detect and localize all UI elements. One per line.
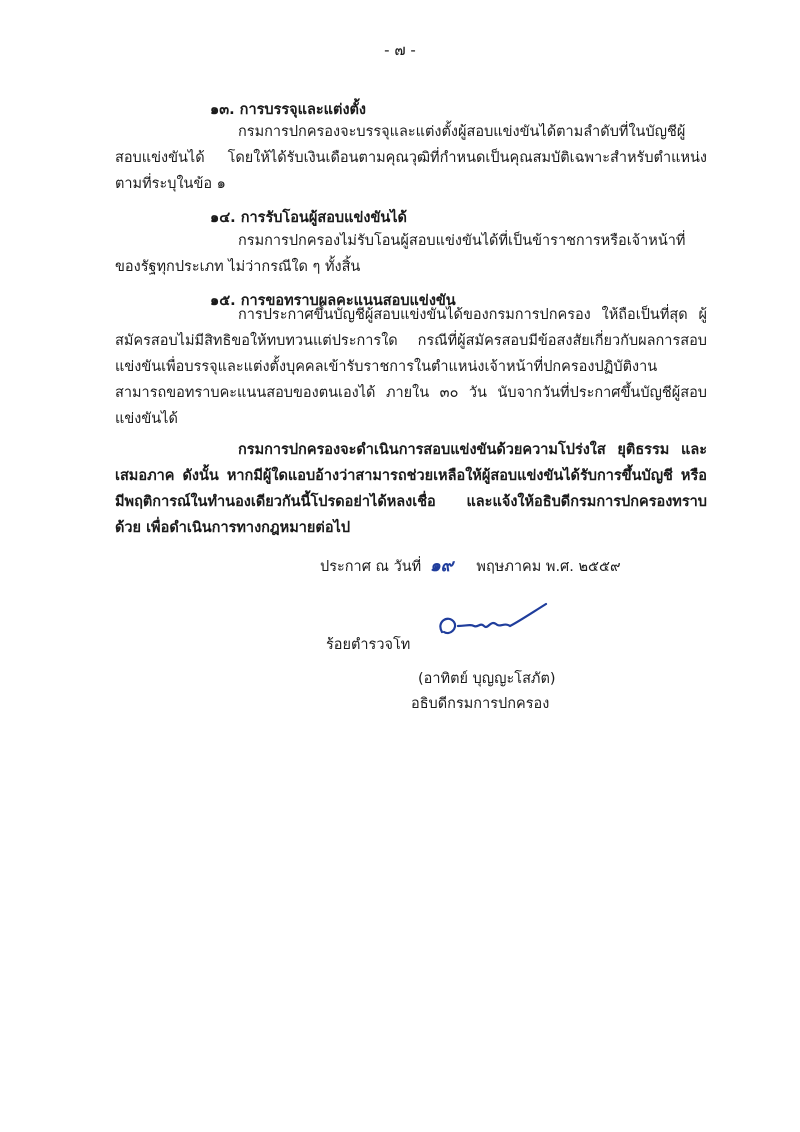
signatory-name: (อาทิตย์ บุญญะโสภัต) — [418, 671, 556, 687]
section-15-heading: ๑๕. การขอทราบผลคะแนนสอบแข่งขัน — [210, 293, 456, 309]
section-14-body: กรมการปกครองไม่รับโอนผู้สอบแข่งขันได้ที่เป็นข้าราชการหรือเจ้าหน้าที่ของรัฐทุกประเภท ไม่ว่ากรณีใด ๆ ทั้งสิ้น — [115, 233, 686, 275]
page-number: - ๗ - — [384, 41, 416, 59]
signatory-position: อธิบดีกรมการปกครอง — [411, 696, 550, 712]
transparency-notice: กรมการปกครองจะดำเนินการสอบแข่งขันด้วยความโปร่งใส ยุติธรรม และเสมอภาค ดังนั้น หากมีผู้ใดแอบอ้างว่าสามารถช่วยเหลือให้ผู้สอบแข่งขันได้รับการขึ้นบัญชี หรือมีพฤติการณ์ในทำนองเดียวกันนี้โปรดอย่าได้หลงเชื่อ และแจ้งให้อธิบดีกรมการปกครองทราบด้วย เพื่อดำเนินการทางกฎหมายต่อไป — [115, 442, 707, 536]
signature — [434, 600, 554, 650]
section-13-body: กรมการปกครองจะบรรจุและแต่งตั้งผู้สอบแข่งขันได้ตามลำดับที่ในบัญชีผู้สอบแข่งขันได้ โดยให้ได้รับเงินเดือนตามคุณวุฒิที่กำหนดเป็นคุณสมบัติเฉพาะสำหรับตำแหน่งตามที่ระบุในข้อ ๑ — [115, 124, 707, 192]
handwritten-day: ๑๙ — [429, 556, 454, 576]
section-15-body: การประกาศขึ้นบัญชีผู้สอบแข่งขันได้ของกรมการปกครอง ให้ถือเป็นที่สุด ผู้สมัครสอบไม่มีสิทธิขอให้ทบทวนแต่ประการใด กรณีที่ผู้สมัครสอบมีข้อสงสัยเกี่ยวกับผลการสอบแข่งขันเพื่อบรรจุและแต่งตั้งบุคคลเข้ารับราชการในตำแหน่งเจ้าหน้าที่ปกครองปฏิบัติงาน สามารถขอทราบคะแนนสอบของตนเองได้ ภายใน ๓๐ วัน นับจากวันที่ประกาศขึ้นบัญชีผู้สอบแข่งขันได้ — [115, 307, 707, 427]
announcement-date-line — [320, 552, 621, 579]
section-13-heading: ๑๓. การบรรจุและแต่งตั้ง — [210, 102, 367, 118]
section-14-heading: ๑๔. การรับโอนผู้สอบแข่งขันได้ — [210, 210, 407, 226]
signatory-rank: ร้อยตำรวจโท — [326, 637, 411, 653]
announcement-suffix: พฤษภาคม พ.ศ. ๒๕๕๙ — [476, 559, 621, 575]
announcement-prefix: ประกาศ ณ วันที่ — [320, 559, 422, 575]
